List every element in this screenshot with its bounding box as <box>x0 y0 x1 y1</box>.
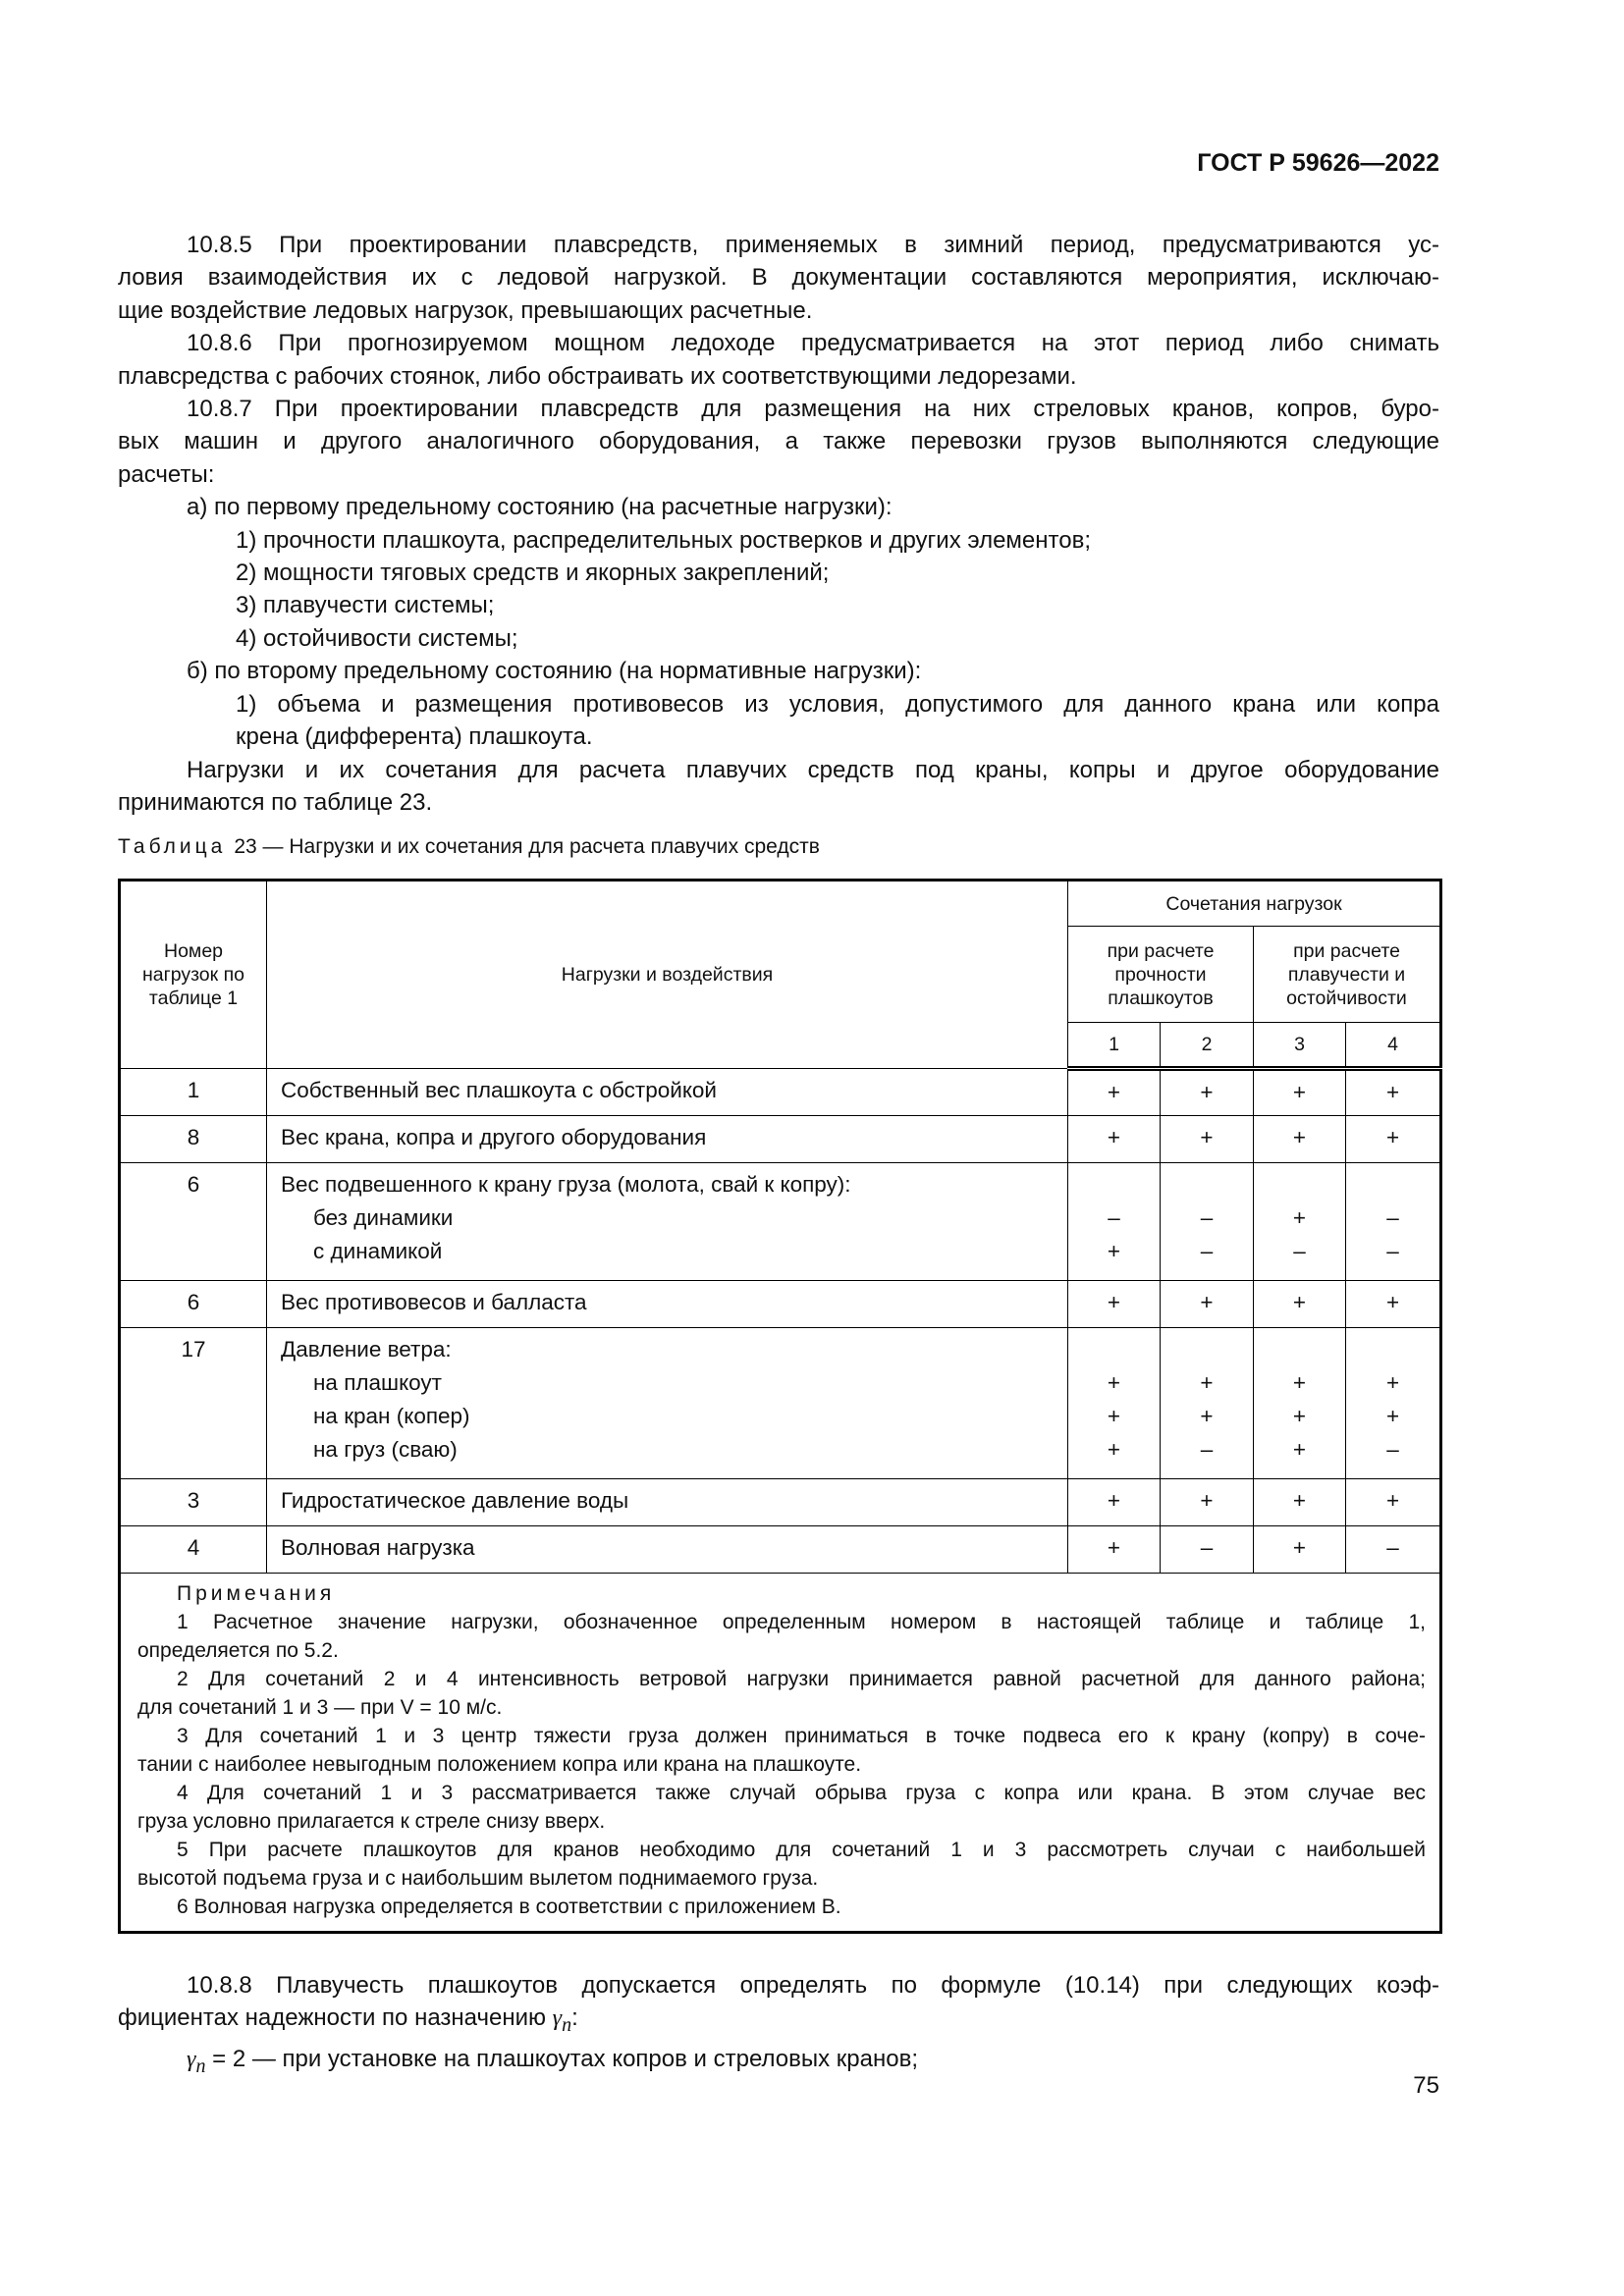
header-combinations: Сочетания нагрузок <box>1068 881 1441 927</box>
combination-mark: – <box>1200 1205 1214 1230</box>
header-combo-1: 1 <box>1068 1023 1161 1069</box>
combination-mark: + <box>1385 1080 1400 1104</box>
combination-mark: + <box>1107 1239 1121 1263</box>
table-caption-text: 23 — Нагрузки и их сочетания для расчета плавучих средств <box>234 835 820 858</box>
combination-mark: – <box>1200 1437 1214 1462</box>
document-id-header: ГОСТ Р 59626—2022 <box>1197 149 1439 177</box>
header-combo-4: 4 <box>1346 1023 1441 1069</box>
combination-mark: + <box>1292 1290 1307 1314</box>
gamma-symbol: γ <box>187 2046 196 2072</box>
combination-mark: + <box>1292 1125 1307 1149</box>
notes-cell <box>120 1574 1441 1933</box>
combination-mark: + <box>1107 1404 1121 1428</box>
combination-mark: – <box>1386 1535 1399 1560</box>
combination-mark: + <box>1200 1290 1214 1314</box>
load-description-line: Собственный вес плашкоута с обстройкой <box>281 1078 718 1102</box>
load-description-cell <box>267 1328 1068 1479</box>
notes-title: Примечания <box>177 1582 336 1605</box>
load-number-cell: 6 <box>120 1281 267 1328</box>
paragraph-10-8-5-line: щие воздействие ледовых нагрузок, превышающих расчетные. <box>118 296 813 324</box>
paragraph-10-8-6-line: плавсредства с рабочих стоянок, либо обстраивать их соответствующими ледорезами. <box>118 362 1077 390</box>
paragraph-10-8-8-line <box>118 2002 1439 2042</box>
combination-1-cell <box>1068 1328 1161 1479</box>
list-item-a-1: 1) прочности плашкоута, распределительных ростверков и других элементов; <box>236 526 1092 554</box>
combination-mark: + <box>1107 1125 1121 1149</box>
combination-mark: – <box>1200 1239 1214 1263</box>
table-row <box>120 1163 1441 1281</box>
note-line: 4 Для сочетаний 1 и 3 рассматривается также случай обрыва груза с копра или крана. В этом случае вес <box>177 1782 1427 1804</box>
combination-mark: + <box>1385 1370 1400 1395</box>
after-table-text <box>118 1969 1439 2083</box>
combination-4-cell <box>1346 1281 1441 1328</box>
load-number-cell: 1 <box>120 1069 267 1116</box>
combination-mark <box>1068 1333 1160 1366</box>
paragraph-10-8-6-line: 10.8.6 При прогнозируемом мощном ледоходе предусматривается на этот период либо снимать <box>187 330 1439 357</box>
load-description-line: Давление ветра: <box>281 1337 452 1362</box>
combination-1-cell <box>1068 1479 1161 1526</box>
combination-4-cell <box>1346 1479 1441 1526</box>
load-number-cell: 4 <box>120 1526 267 1574</box>
paragraph-10-8-7-line: расчеты: <box>118 460 215 488</box>
combination-mark: + <box>1385 1290 1400 1314</box>
table-row <box>120 1479 1441 1526</box>
table-row <box>120 1281 1441 1328</box>
header-buoyancy-group: при расчете плавучести и остойчивости <box>1254 927 1441 1023</box>
header-load-number: Номер нагрузок по таблице 1 <box>120 881 267 1069</box>
note-line: определяется по 5.2. <box>137 1639 339 1662</box>
combination-3-cell <box>1254 1328 1346 1479</box>
list-item-a-4: 4) остойчивости системы; <box>236 624 518 652</box>
list-item-a-3: 3) плавучести системы; <box>236 592 495 619</box>
load-description-cell <box>267 1069 1068 1116</box>
combination-mark: – <box>1386 1437 1399 1462</box>
combination-mark: + <box>1200 1404 1214 1428</box>
table-caption <box>118 835 820 859</box>
list-item-b-1: крена (дифферента) плашкоута. <box>236 723 593 751</box>
note-line: 1 Расчетное значение нагрузки, обозначенное определенным номером в настоящей таблице и таблице 1, <box>177 1611 1427 1633</box>
list-item-b: б) по второму предельному состоянию (на нормативные нагрузки): <box>187 658 922 685</box>
header-combo-2: 2 <box>1161 1023 1254 1069</box>
list-item-b-1: 1) объема и размещения противовесов из условия, допустимого для данного крана или копра <box>236 690 1439 718</box>
paragraph-table-ref-line: Нагрузки и их сочетания для расчета плавучих средств под краны, копры и другое оборудование <box>187 756 1439 783</box>
list-item-a: а) по первому предельному состоянию (на расчетные нагрузки): <box>187 494 893 521</box>
combination-mark <box>1254 1333 1345 1366</box>
combination-4-cell <box>1346 1069 1441 1116</box>
loads-table <box>118 879 1442 1934</box>
combination-4-cell <box>1346 1116 1441 1163</box>
note-line: высотой подъема груза и с наибольшим вылетом поднимаемого груза. <box>137 1867 819 1890</box>
table-row <box>120 1526 1441 1574</box>
combination-mark: – <box>1386 1205 1399 1230</box>
load-description-cell <box>267 1163 1068 1281</box>
load-description-line: без динамики <box>313 1205 454 1230</box>
combination-mark: – <box>1108 1205 1120 1230</box>
combination-1-cell <box>1068 1281 1161 1328</box>
load-description-line: Волновая нагрузка <box>281 1535 475 1560</box>
combination-3-cell <box>1254 1116 1346 1163</box>
notes-row <box>120 1574 1441 1933</box>
line-text: = 2 — при установке на плашкоутах копров и стреловых кранов; <box>205 2045 919 2072</box>
combination-4-cell <box>1346 1163 1441 1281</box>
note-line: 5 При расчете плашкоутов для кранов необходимо для сочетаний 1 и 3 рассмотреть случаи с наибольшей <box>177 1839 1427 1861</box>
load-description-line: на кран (копер) <box>313 1404 470 1428</box>
combination-mark: + <box>1385 1404 1400 1428</box>
load-number-cell: 17 <box>120 1328 267 1479</box>
subscript-n: n <box>195 2055 206 2077</box>
note-line: 2 Для сочетаний 2 и 4 интенсивность ветровой нагрузки принимается равной расчетной для данного района; <box>177 1668 1427 1690</box>
combination-2-cell <box>1161 1163 1254 1281</box>
combination-2-cell <box>1161 1116 1254 1163</box>
load-description-cell <box>267 1281 1068 1328</box>
line-text: фициентах надежности по назначению <box>118 2004 553 2032</box>
combination-mark: + <box>1385 1125 1400 1149</box>
combination-3-cell <box>1254 1281 1346 1328</box>
combination-mark: + <box>1292 1205 1307 1230</box>
subscript-n: n <box>562 2014 572 2037</box>
gamma-symbol: γ <box>552 2005 563 2032</box>
combination-mark: + <box>1107 1080 1121 1104</box>
combination-mark: – <box>1200 1535 1214 1560</box>
combination-mark: + <box>1107 1290 1121 1314</box>
header-combo-3: 3 <box>1254 1023 1346 1069</box>
combination-1-cell <box>1068 1526 1161 1574</box>
combination-mark <box>1346 1168 1439 1201</box>
list-item-a-2: 2) мощности тяговых средств и якорных закреплений; <box>236 560 830 587</box>
paragraph-table-ref-line: принимаются по таблице 23. <box>118 788 433 816</box>
combination-3-cell <box>1254 1526 1346 1574</box>
load-description-line: Вес противовесов и балласта <box>281 1290 587 1314</box>
combination-3-cell <box>1254 1479 1346 1526</box>
header-strength-group: при расчете прочности плашкоутов <box>1068 927 1254 1023</box>
load-description-line: Вес подвешенного к крану груза (молота, свай к копру): <box>281 1172 851 1197</box>
load-description-cell <box>267 1526 1068 1574</box>
load-number-cell: 6 <box>120 1163 267 1281</box>
load-description-cell <box>267 1479 1068 1526</box>
combination-mark: + <box>1292 1535 1307 1560</box>
combination-1-cell <box>1068 1069 1161 1116</box>
combination-mark: + <box>1200 1488 1214 1513</box>
combination-2-cell <box>1161 1479 1254 1526</box>
combination-4-cell <box>1346 1328 1441 1479</box>
load-description-line: с динамикой <box>313 1239 443 1263</box>
paragraph-10-8-5-line: ловия взаимодействия их с ледовой нагрузкой. В документации составляются мероприятия, исключаю- <box>118 264 1439 292</box>
combination-mark <box>1254 1168 1345 1201</box>
combination-3-cell <box>1254 1069 1346 1116</box>
combination-mark <box>1068 1168 1160 1201</box>
combination-2-cell <box>1161 1281 1254 1328</box>
colon: : <box>571 2004 578 2032</box>
combination-mark: + <box>1200 1080 1214 1104</box>
combination-mark: + <box>1107 1437 1121 1462</box>
combination-2-cell <box>1161 1069 1254 1116</box>
combination-mark <box>1346 1333 1439 1366</box>
combination-mark: + <box>1292 1488 1307 1513</box>
combination-mark: + <box>1107 1488 1121 1513</box>
table-row <box>120 1328 1441 1479</box>
gamma-value-line <box>118 2043 1439 2083</box>
load-number-cell: 3 <box>120 1479 267 1526</box>
combination-mark: + <box>1292 1404 1307 1428</box>
combination-mark: – <box>1386 1239 1399 1263</box>
note-line: для сочетаний 1 и 3 — при V = 10 м/с. <box>137 1696 503 1719</box>
combination-mark <box>1161 1168 1253 1201</box>
load-description-cell <box>267 1116 1068 1163</box>
load-description-line: Гидростатическое давление воды <box>281 1488 629 1513</box>
combination-mark <box>1161 1333 1253 1366</box>
combination-2-cell <box>1161 1328 1254 1479</box>
combination-mark: + <box>1292 1437 1307 1462</box>
paragraph-10-8-7-line: вых машин и другого аналогичного оборудования, а также перевозки грузов выполняются следующие <box>118 428 1439 455</box>
paragraph-10-8-7-line: 10.8.7 При проектировании плавсредств для размещения на них стреловых кранов, копров, буро- <box>187 396 1439 423</box>
combination-mark: + <box>1292 1080 1307 1104</box>
header-loads: Нагрузки и воздействия <box>267 881 1068 1069</box>
paragraph-10-8-8-line: 10.8.8 Плавучесть плашкоутов допускается определять по формуле (10.14) при следующих коэф- <box>187 1972 1439 1999</box>
combination-2-cell <box>1161 1526 1254 1574</box>
combination-1-cell <box>1068 1163 1161 1281</box>
note-line: 6 Волновая нагрузка определяется в соответствии с приложением В. <box>177 1896 841 1918</box>
load-number-cell: 8 <box>120 1116 267 1163</box>
note-line: тании с наиболее невыгодным положением копра или крана на плашкоуте. <box>137 1753 862 1776</box>
combination-mark: + <box>1385 1488 1400 1513</box>
load-description-line: на груз (сваю) <box>313 1437 458 1462</box>
page-number: 75 <box>1413 2072 1439 2099</box>
body-text <box>118 229 1439 819</box>
combination-mark: + <box>1200 1370 1214 1395</box>
table-row <box>120 1116 1441 1163</box>
paragraph-10-8-5-line: 10.8.5 При проектировании плавсредств, применяемых в зимний период, предусматриваются ус- <box>187 232 1439 258</box>
combination-mark: – <box>1293 1239 1306 1263</box>
combination-mark: + <box>1107 1535 1121 1560</box>
combination-1-cell <box>1068 1116 1161 1163</box>
table-row <box>120 1069 1441 1116</box>
load-description-line: Вес крана, копра и другого оборудования <box>281 1125 707 1149</box>
combination-mark: + <box>1292 1370 1307 1395</box>
combination-4-cell <box>1346 1526 1441 1574</box>
table-caption-label: Таблица <box>118 835 227 858</box>
combination-mark: + <box>1107 1370 1121 1395</box>
combination-mark: + <box>1200 1125 1214 1149</box>
note-line: 3 Для сочетаний 1 и 3 центр тяжести груза должен приниматься в точке подвеса его к крану (копру) в соче- <box>177 1725 1427 1747</box>
load-description-line: на плашкоут <box>313 1370 442 1395</box>
note-line: груза условно прилагается к стреле снизу вверх. <box>137 1810 606 1833</box>
combination-3-cell <box>1254 1163 1346 1281</box>
